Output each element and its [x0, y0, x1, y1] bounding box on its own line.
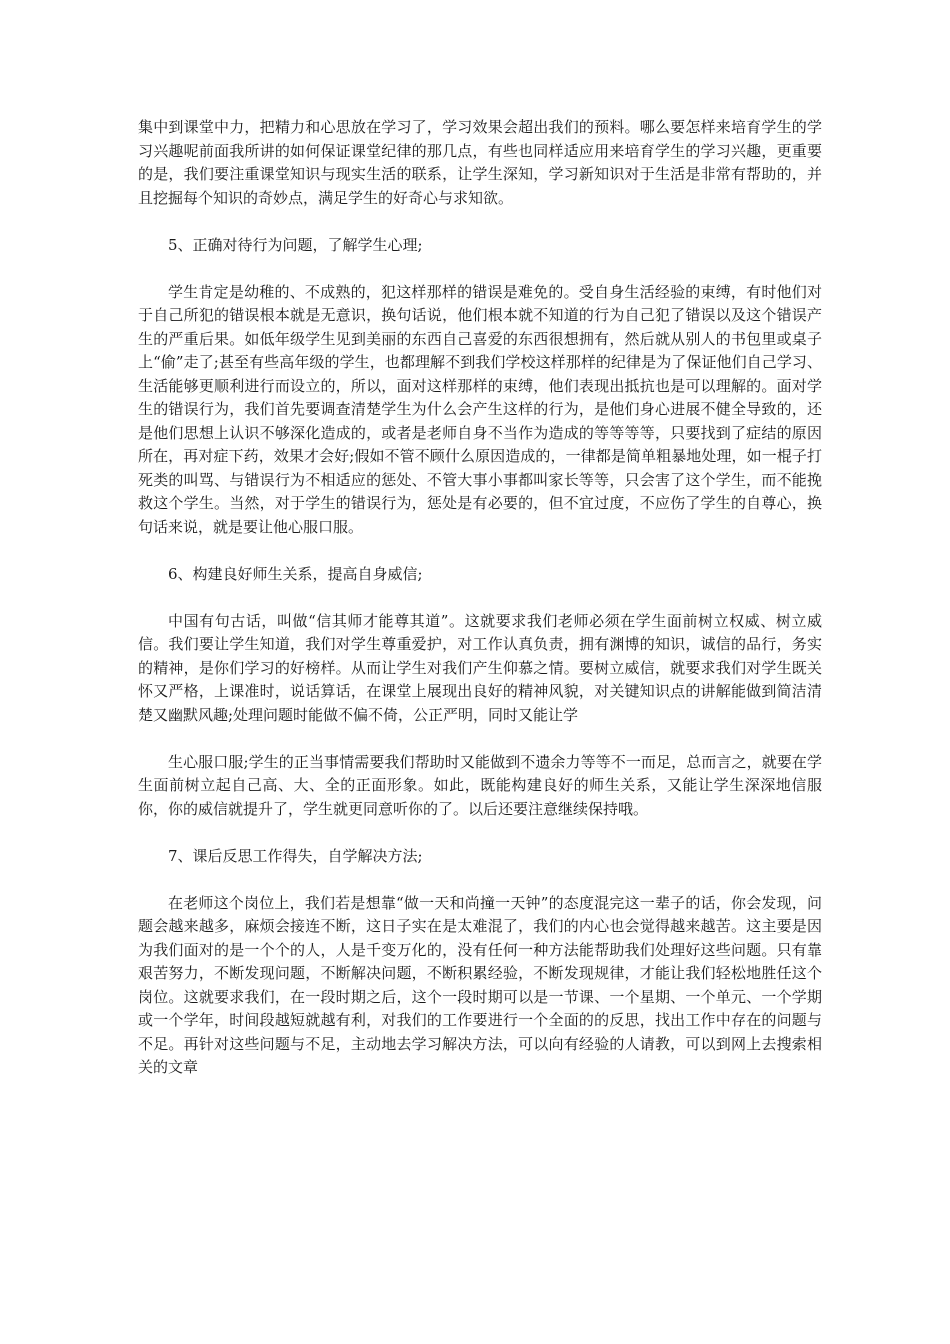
- section-heading-6: 6、构建良好师生关系，提高自身威信;: [168, 564, 423, 583]
- paragraph-behavior: 学生肯定是幼稚的、不成熟的，犯这样那样的错误是难免的。受自身生活经验的束缚，有时他们对于自己所犯的错误根本就是无意识，换句话说，他们根本就不知道的行为自己犯了错误以及这个错误产生的严重后果。如低年级学生见到美丽的东西自己喜爱的东西很想拥有，然后就从别人的书包里或桌子上“偷”走了;甚至有些高年级的学生，也都理解不到我们学校这样那样的纪律是为了保证他们自己学习、生活能够更顺利进行而设立的，所以，面对这样那样的束缚，他们表现出抵抗也是可以理解的。面对学生的错误行为，我们首先要调查清楚学生为什么会产生这样的行为，是他们身心进展不健全导致的，还是他们思想上认识不够深化造成的，或者是老师自身不当作为造成的等等等等，只要找到了症结的原因所在，再对症下药，效果才会好;假如不管不顾什么原因造成的，一律都是简单粗暴地处理，如一棍子打死类的叫骂、与错误行为不相适应的惩处、不管大事小事都叫家长等等，只会害了这个学生，而不能挽救这个学生。当然，对于学生的错误行为，惩处是有必要的，但不宜过度，不应伤了学生的自尊心，换句话来说，就是要让他心服口服。: [138, 282, 822, 536]
- section-heading-7: 7、课后反思工作得失，自学解决方法;: [168, 846, 423, 865]
- paragraph-interest: 集中到课堂中力，把精力和心思放在学习了，学习效果会超出我们的预料。哪么要怎样来培育学生的学习兴趣呢前面我所讲的如何保证课堂纪律的那几点，有些也同样适应用来培育学生的学习兴趣，更重要的是，我们要注重课堂知识与现实生活的联系，让学生深知，学习新知识对于生活是非常有帮助的，并且挖掘每个知识的奇妙点，满足学生的好奇心与求知欲。: [138, 118, 822, 207]
- paragraph-authority: 中国有句古话，叫做“信其师才能尊其道”。这就要求我们老师必须在学生面前树立权威、树立威信。我们要让学生知道，我们对学生尊重爱护，对工作认真负责，拥有渊博的知识，诚信的品行，务实的精神，是你们学习的好榜样。从而让学生对我们产生仰慕之情。要树立威信，就要求我们对学生既关怀又严格，上课准时，说话算话，在课堂上展现出良好的精神风貌，对关键知识点的讲解能做到简洁清楚又幽默风趣;处理问题时能做不偏不倚，公正严明，同时又能让学: [138, 611, 822, 724]
- document-body: [138, 116, 822, 1103]
- paragraph-authority-continued: 生心服口服;学生的正当事情需要我们帮助时又能做到不遗余力等等不一而足，总而言之，就要在学生面前树立起自己高、大、全的正面形象。如此，既能构建良好的师生关系，又能让学生深深地信服你，你的威信就提升了，学生就更同意听你的了。以后还要注意继续保持哦。: [138, 752, 822, 818]
- paragraph-reflection: 在老师这个岗位上，我们若是想靠“做一天和尚撞一天钟”的态度混完这一辈子的话，你会发现，问题会越来越多，麻烦会接连不断，这日子实在是太难混了，我们的内心也会觉得越来越苦。这主要是因为我们面对的是一个个的人，人是千变万化的，没有任何一种方法能帮助我们处理好这些问题。只有靠艰苦努力，不断发现问题，不断解决问题，不断积累经验，不断发现规律，才能让我们轻松地胜任这个岗位。这就要求我们，在一段时期之后，这个一段时期可以是一节课、一个星期、一个单元、一个学期或一个学年，时间段越短就越有利，对我们的工作要进行一个全面的的反思，找出工作中存在的问题与不足。再针对这些问题与不足，主动地去学习解决方法，可以向有经验的人请教，可以到网上去搜索相关的文章: [138, 893, 822, 1076]
- section-heading-5: 5、正确对待行为问题，了解学生心理;: [168, 235, 423, 254]
